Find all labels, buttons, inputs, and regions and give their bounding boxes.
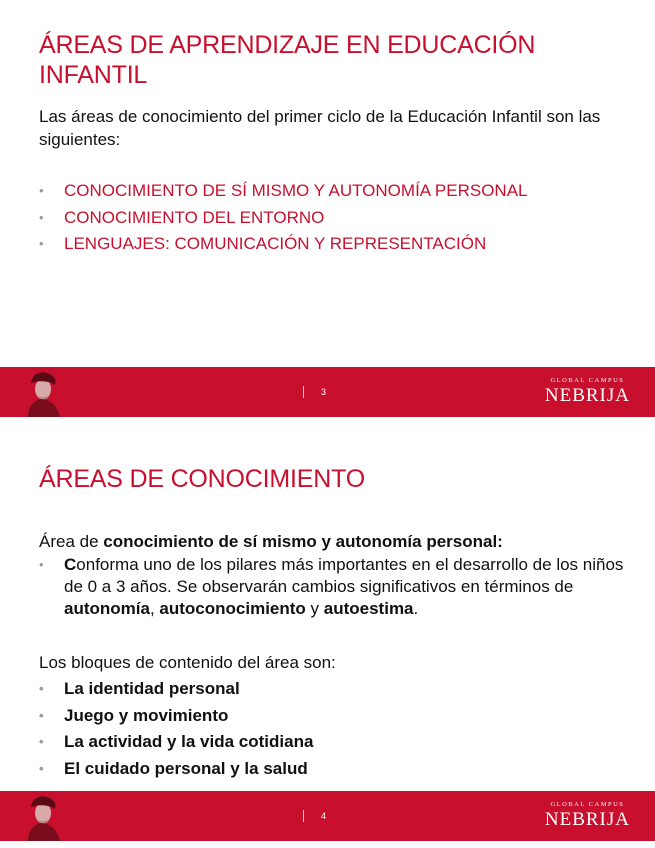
subheading-prefix: Área de <box>39 532 104 551</box>
nebrija-logo <box>545 377 630 407</box>
slide-title: ÁREAS DE CONOCIMIENTO <box>39 465 365 493</box>
footer-separator <box>303 386 304 398</box>
slide-footer <box>0 791 655 841</box>
nebrija-portrait-icon <box>20 370 66 417</box>
list-item <box>39 178 629 205</box>
bullet-icon: • <box>39 734 44 749</box>
bullet-icon: • <box>39 557 44 572</box>
list-item-text: Juego y movimiento <box>64 705 229 725</box>
list-item <box>39 676 629 703</box>
bullet-icon: • <box>39 236 44 251</box>
bullet-icon: • <box>39 681 44 696</box>
list-item <box>39 729 629 756</box>
blocks-list <box>39 676 629 782</box>
slide-4 <box>0 424 655 848</box>
slide-footer <box>0 367 655 417</box>
bullet-icon: • <box>39 183 44 198</box>
bullet-icon: • <box>39 760 44 776</box>
list-item-text: El cuidado personal y la salud <box>64 758 308 778</box>
intro-paragraph: Las áreas de conocimiento del primer ciclo de la Educación Infantil son las siguientes: <box>39 107 601 149</box>
slide-title: ÁREAS DE APRENDIZAJE EN EDUCACIÓN INFANTIL <box>39 31 536 89</box>
description-text: Conforma uno de los pilares más importantes en el desarrollo de los niños de 0 a 3 años. Se observarán cambios significativos en términos de autonomía, autoconocimiento y autoestima. <box>64 555 624 618</box>
footer-separator <box>303 810 304 822</box>
logo-name: NEBRIJA <box>544 385 630 406</box>
list-item-text: LENGUAJES: COMUNICACIÓN Y REPRESENTACIÓN <box>64 234 487 253</box>
list-item <box>39 231 629 258</box>
nebrija-portrait-icon <box>20 794 66 841</box>
logo-name: NEBRIJA <box>544 809 630 830</box>
list-item <box>39 554 629 620</box>
bullet-icon: • <box>39 209 44 225</box>
page-number: 3 <box>321 387 327 397</box>
page-number: 4 <box>321 811 327 821</box>
list-item-text: CONOCIMIENTO DE SÍ MISMO Y AUTONOMÍA PERSONAL <box>64 181 528 200</box>
logo-subtitle: GLOBAL CAMPUS <box>550 377 625 384</box>
description-list <box>39 554 629 620</box>
bullet-icon: • <box>39 707 44 723</box>
list-item <box>39 703 629 730</box>
list-item <box>39 205 629 232</box>
nebrija-logo <box>545 801 630 831</box>
logo-subtitle: GLOBAL CAMPUS <box>550 801 625 808</box>
list-item-text: CONOCIMIENTO DEL ENTORNO <box>64 207 325 227</box>
list-item <box>39 756 629 783</box>
subheading-bold: conocimiento de sí mismo y autonomía personal: <box>103 532 503 551</box>
list-item-text: La identidad personal <box>64 679 240 698</box>
blocks-intro: Los bloques de contenido del área son: <box>39 653 336 672</box>
area-subheading <box>39 531 503 553</box>
areas-list <box>39 178 629 258</box>
list-item-text: La actividad y la vida cotidiana <box>64 732 314 751</box>
